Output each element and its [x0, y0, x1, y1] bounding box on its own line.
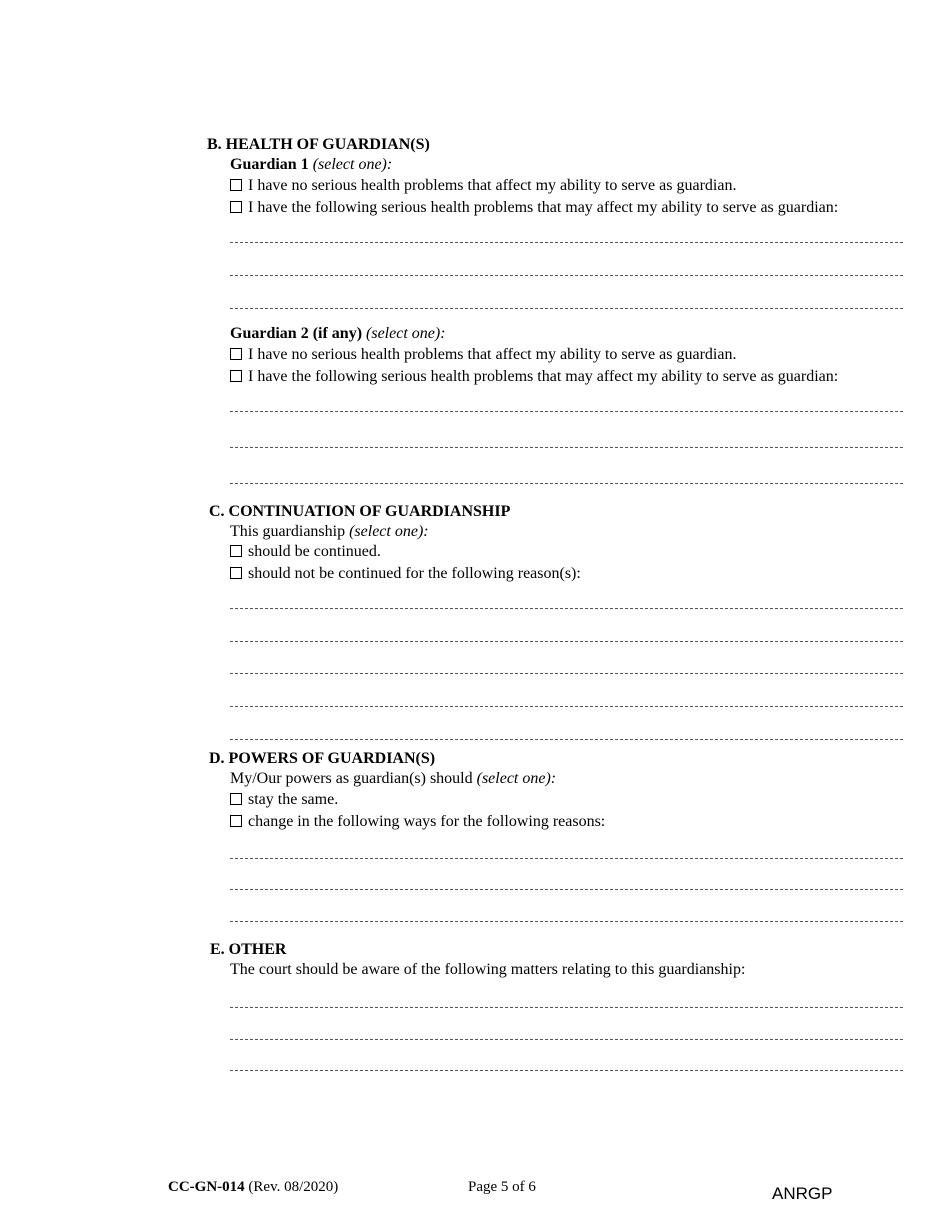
form-revision: (Rev. 08/2020) — [248, 1179, 339, 1195]
guardian-1-answer-line-2[interactable] — [230, 275, 903, 276]
section-d-intro — [230, 769, 556, 788]
guardian-2-answer-line-3[interactable] — [230, 483, 903, 484]
option-label: should be continued. — [248, 543, 381, 560]
guardian-2-select-hint: (select one): — [366, 325, 446, 342]
section-c-heading: C. CONTINUATION OF GUARDIANSHIP — [209, 503, 511, 520]
checkbox[interactable] — [230, 815, 242, 827]
option-stay-the-same[interactable] — [230, 790, 338, 809]
continuation-reason-line-3[interactable] — [230, 673, 903, 674]
checkbox[interactable] — [230, 545, 242, 557]
guardian-1-option-health-problems[interactable] — [230, 198, 838, 217]
section-d-select-hint: (select one): — [476, 770, 557, 787]
section-c-intro-text: This guardianship — [230, 523, 346, 540]
option-label: I have no serious health problems that affect my ability to serve as guardian. — [248, 177, 737, 194]
option-label: I have no serious health problems that affect my ability to serve as guardian. — [248, 346, 737, 363]
option-label: I have the following serious health problems that may affect my ability to serve as guardian: — [248, 199, 839, 216]
section-d-intro-text: My/Our powers as guardian(s) should — [230, 770, 473, 787]
form-code: CC-GN-014 — [168, 1179, 245, 1195]
powers-change-line-2[interactable] — [230, 889, 903, 890]
continuation-reason-line-4[interactable] — [230, 706, 903, 707]
continuation-reason-line-5[interactable] — [230, 739, 903, 740]
tracking-code: ANRGP — [772, 1184, 833, 1203]
other-matters-line-1[interactable] — [230, 1007, 903, 1008]
option-should-be-continued[interactable] — [230, 542, 381, 561]
checkbox[interactable] — [230, 201, 242, 213]
guardian-2-answer-line-2[interactable] — [230, 447, 903, 448]
continuation-reason-line-1[interactable] — [230, 608, 903, 609]
guardian-2-answer-line-1[interactable] — [230, 411, 903, 412]
guardian-1-option-no-problems[interactable] — [230, 176, 736, 195]
powers-change-line-3[interactable] — [230, 921, 903, 922]
powers-change-line-1[interactable] — [230, 858, 903, 859]
section-e-heading: E. OTHER — [210, 941, 287, 958]
guardian-1-select-hint: (select one): — [312, 156, 393, 173]
option-label: stay the same. — [248, 791, 339, 808]
option-label: should not be continued for the following reason(s): — [248, 565, 581, 582]
other-matters-line-2[interactable] — [230, 1039, 903, 1040]
option-should-not-be-continued[interactable] — [230, 564, 581, 583]
guardian-2-label — [230, 324, 446, 343]
continuation-reason-line-2[interactable] — [230, 641, 903, 642]
guardian-2-option-no-problems[interactable] — [230, 345, 736, 364]
guardian-1-answer-line-1[interactable] — [230, 242, 903, 243]
section-b-heading: B. HEALTH OF GUARDIAN(S) — [207, 136, 430, 153]
guardian-2-title: Guardian 2 (if any) — [230, 325, 363, 342]
form-identifier — [168, 1178, 338, 1196]
checkbox[interactable] — [230, 179, 242, 191]
guardian-2-option-health-problems[interactable] — [230, 367, 838, 386]
section-d-heading: D. POWERS OF GUARDIAN(S) — [209, 750, 436, 767]
option-label: I have the following serious health problems that may affect my ability to serve as guardian: — [248, 368, 839, 385]
section-e-intro: The court should be aware of the following matters relating to this guardianship: — [230, 961, 746, 978]
page-number: Page 5 of 6 — [468, 1179, 536, 1195]
checkbox[interactable] — [230, 370, 242, 382]
guardian-1-answer-line-3[interactable] — [230, 308, 903, 309]
checkbox[interactable] — [230, 348, 242, 360]
guardian-1-title: Guardian 1 — [230, 156, 309, 173]
guardian-1-label — [230, 155, 392, 174]
section-c-select-hint: (select one): — [349, 523, 429, 540]
option-label: change in the following ways for the following reasons: — [248, 813, 606, 830]
checkbox[interactable] — [230, 793, 242, 805]
option-change-powers[interactable] — [230, 812, 605, 831]
other-matters-line-3[interactable] — [230, 1070, 903, 1071]
checkbox[interactable] — [230, 567, 242, 579]
section-c-intro — [230, 522, 429, 541]
